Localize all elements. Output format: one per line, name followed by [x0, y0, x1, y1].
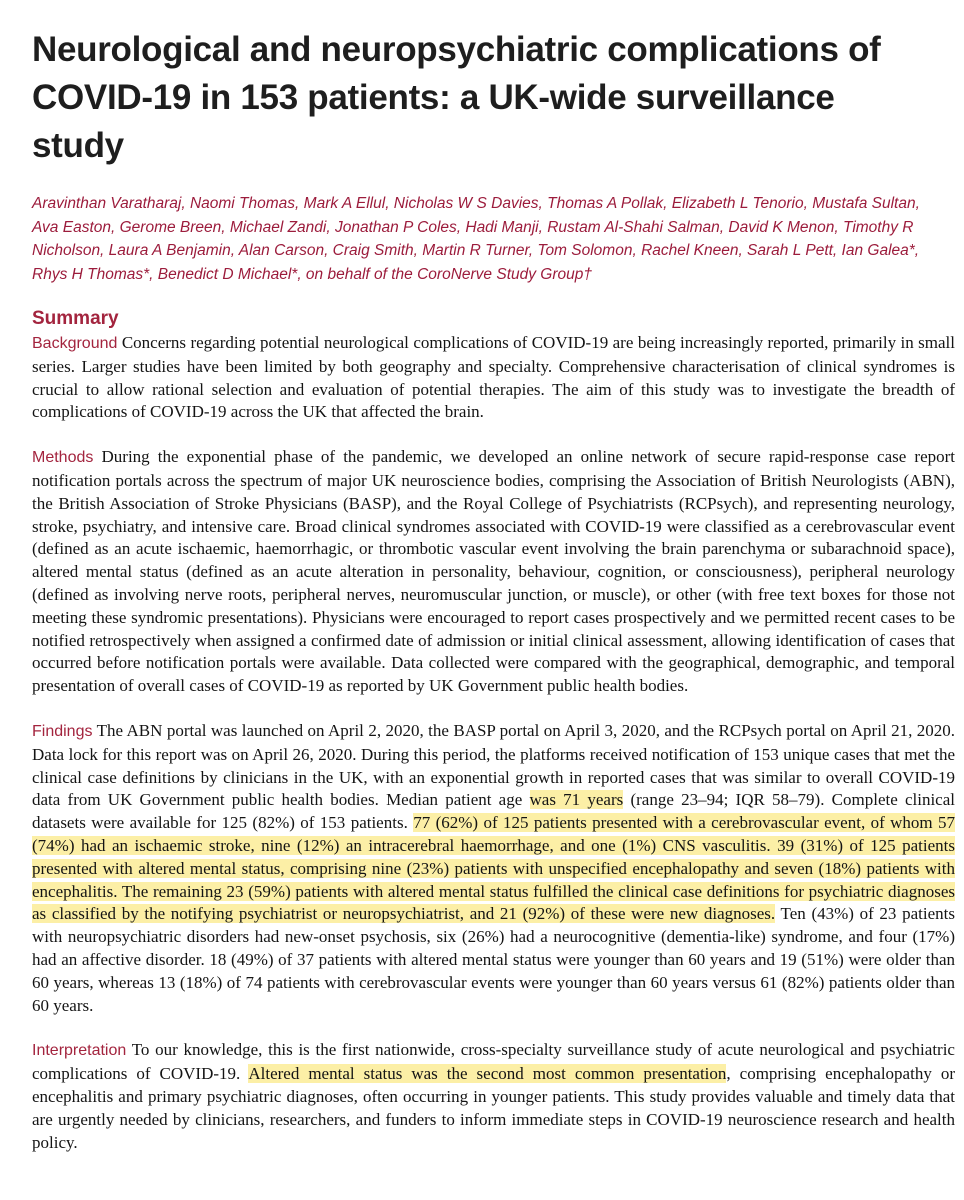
interpretation-text-1: To our knowledge, this is the first nationwide, cross-specialty surveillance study of acute neurological and psychiatric complications of COVID-19. [32, 1040, 955, 1084]
interpretation-label: Interpretation [32, 1042, 127, 1060]
article-title: Neurological and neuropsychiatric complications of COVID-19 in 153 patients: a UK-wide surveillance study [32, 30, 881, 165]
author-list: Aravinthan Varatharaj, Naomi Thomas, Mark A Ellul, Nicholas W S Davies, Thomas A Pollak, Elizabeth L Tenorio, Mustafa Sultan, Ava Easton, Gerome Breen, Michael Zandi, Jonathan P Coles, Hadi Manji, Rustam Al-Shahi Salman, David K Menon, Timothy R Nicholson, Laura A Benjamin, Alan Carson, Craig Smith, Martin R Turner, Tom Solomon, Rachel Kneen, Sarah L Pett, Ian Galea*, Rhys H Thomas*, Benedict D Michael*, on behalf of the CoroNerve Study Group† [32, 195, 920, 283]
interpretation-highlight: Altered mental status was the second most common presentation [248, 1064, 727, 1084]
methods-paragraph [32, 446, 955, 698]
findings-text-1: The ABN portal was launched on April 2, 2020, the BASP portal on April 3, 2020, and the RCPsych portal on April 21, 2020. Data lock for this report was on April 26, 2020. During this period, the platforms received notification of 153 unique cases that met the clinical case definitions by clinicians in the UK, with an exponential growth in reported cases that was similar to overall COVID-19 data from UK Government public health bodies. Median patient age [32, 720, 956, 810]
findings-highlight-age: was 71 years [529, 790, 624, 810]
interpretation-paragraph [32, 1039, 955, 1154]
findings-text-2: (range 23–94; IQR 58–79). Complete clinical datasets were available for 125 (82%) of 153 patients. [32, 790, 955, 833]
methods-text: During the exponential phase of the pandemic, we developed an online network of secure rapid-response case report notification portals across the spectrum of major UK neuroscience bodies, comprising the Association of British Neurologists (ABN), the British Association of Stroke Physicians (BASP), and the Royal College of Psychiatrists (RCPsych), and representing neurology, stroke, psychiatry, and intensive care. Broad clinical syndromes associated with COVID-19 were classified as a cerebrovascular event (defined as an acute ischaemic, haemorrhagic, or thrombotic vascular event involving the brain parenchyma or subarachnoid space), altered mental status (defined as an acute alteration in personality, behaviour, cognition, or consciousness), peripheral neurology (defined as involving nerve roots, peripheral nerves, neuromuscular junction, or muscle), or other (with free text boxes for those not meeting these syndromic presentations). Physicians were encouraged to report cases prospectively and we permitted recent cases to be notified retrospectively when assigned a confirmed date of admission or initial clinical assessment, allowing identification of cases that occurred before notification portals were available. Data collected were compared with the geographical, demographic, and temporal presentation of overall cases of COVID-19 as reported by UK Government public health bodies. [32, 447, 956, 696]
background-label: Background [32, 335, 118, 352]
background-text: Concerns regarding potential neurological complications of COVID-19 are being increasingly reported, primarily in small series. Larger studies have been limited by both geography and specialty. Comprehensive characterisation of clinical syndromes is crucial to allow rational selection and evaluation of potential therapies. The aim of this study was to investigate the breadth of complications of COVID-19 across the UK that affected the brain. [32, 333, 956, 422]
summary-heading: Summary [32, 308, 119, 329]
background-paragraph [32, 332, 955, 424]
findings-highlight-presentations: 77 (62%) of 125 patients presented with a cerebrovascular event, of whom 57 (74%) had an ischaemic stroke, nine (12%) an intracerebral haemorrhage, and one (1%) CNS vasculitis. 39 (31%) of 125 patients presented with altered mental status, comprising nine (23%) patients with unspecified encephalopathy and seven (18%) patients with encephalitis. The remaining 23 (59%) patients with altered mental status fulfilled the clinical case definitions for psychiatric diagnoses as classified by the notifying psychiatrist or neuropsychiatrist, and 21 (92%) of these were new diagnoses. [32, 813, 955, 924]
findings-label: Findings [32, 722, 93, 740]
findings-text-3: Ten (43%) of 23 patients with neuropsychiatric disorders had new-onset psychosis, six (26%) had a neurocognitive (dementia-like) syndrome, and four (17%) had an affective disorder. 18 (49%) of 37 patients with altered mental status were younger than 60 years and 19 (51%) were older than 60 years, whereas 13 (18%) of 74 patients with cerebrovascular events were younger than 60 years versus 61 (82%) patients older than 60 years. [32, 904, 955, 1015]
interpretation-text-2: , comprising encephalopathy or encephalitis and primary psychiatric diagnoses, often occurring in younger patients. This study provides valuable and timely data that are urgently needed by clinicians, researchers, and funders to inform immediate steps in COVID-19 neuroscience research and health policy. [32, 1064, 955, 1152]
methods-label: Methods [32, 449, 94, 467]
findings-paragraph [32, 720, 955, 1017]
